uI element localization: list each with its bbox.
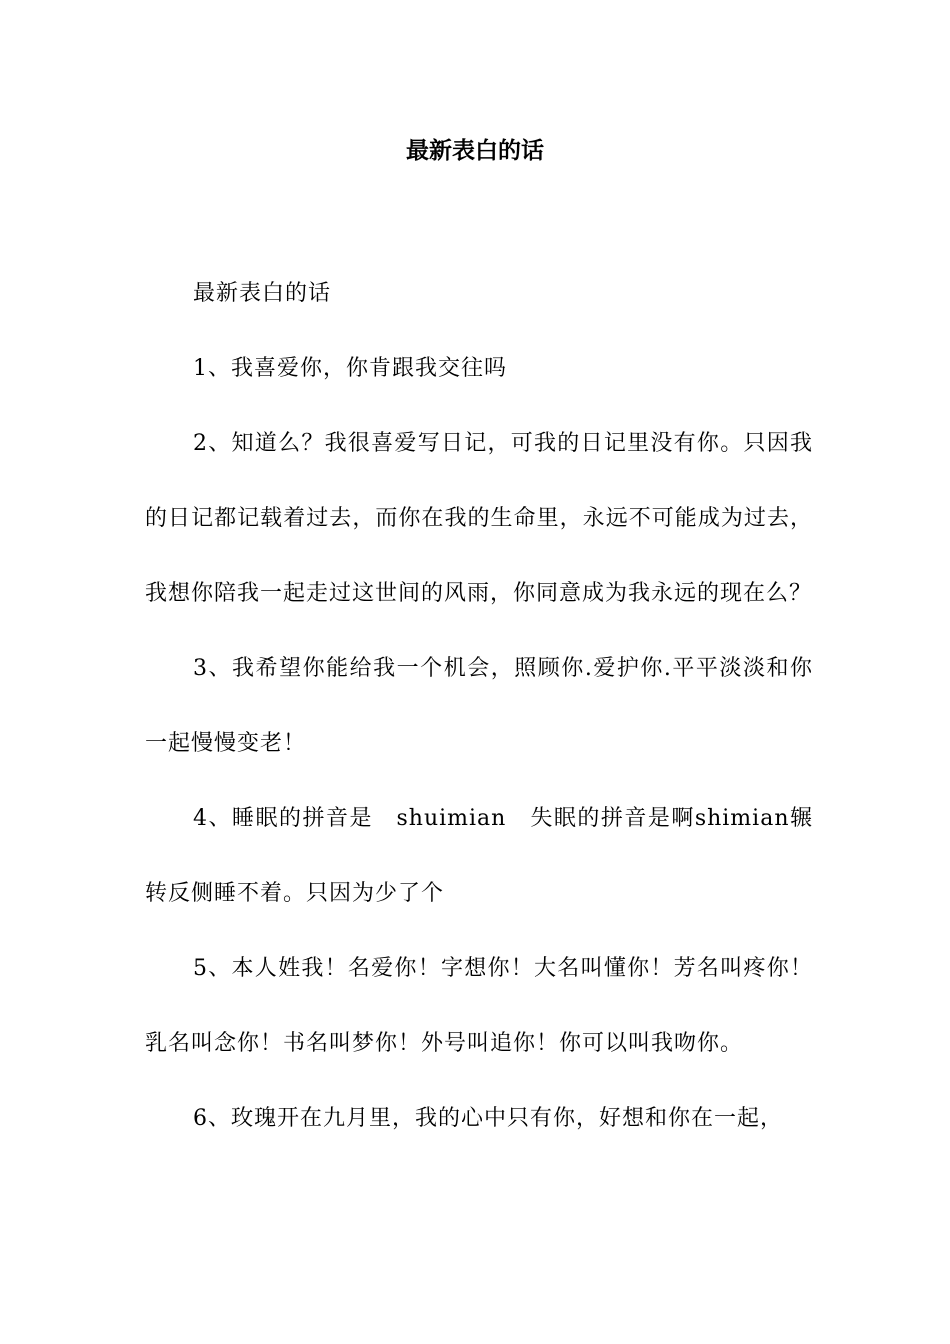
- paragraph-4: 4、睡眠的拼音是 shuimian 失眠的拼音是啊shimian辗转反侧睡不着。只因为少了个: [145, 806, 813, 906]
- paragraph-3: 3、我希望你能给我一个机会，照顾你.爱护你.平平淡淡和你一起慢慢变老！: [145, 656, 813, 756]
- paragraph-6: 6、玫瑰开在九月里，我的心中只有你，好想和你在一起，: [193, 1106, 783, 1131]
- paragraph-heading: 最新表白的话: [193, 281, 332, 306]
- paragraph-5: 5、本人姓我！名爱你！字想你！大名叫懂你！芳名叫疼你！乳名叫念你！书名叫梦你！外号叫追你！你可以叫我吻你。: [145, 956, 813, 1056]
- document-body: [145, 256, 813, 1156]
- document-title: 最新表白的话: [406, 138, 544, 164]
- paragraph-1: 1、我喜爱你，你肯跟我交往吗: [193, 356, 507, 381]
- paragraph-2: 2、知道么？我很喜爱写日记，可我的日记里没有你。只因我的日记都记载着过去，而你在我的生命里，永远不可能成为过去，我想你陪我一起走过这世间的风雨，你同意成为我永远的现在么？: [145, 431, 813, 606]
